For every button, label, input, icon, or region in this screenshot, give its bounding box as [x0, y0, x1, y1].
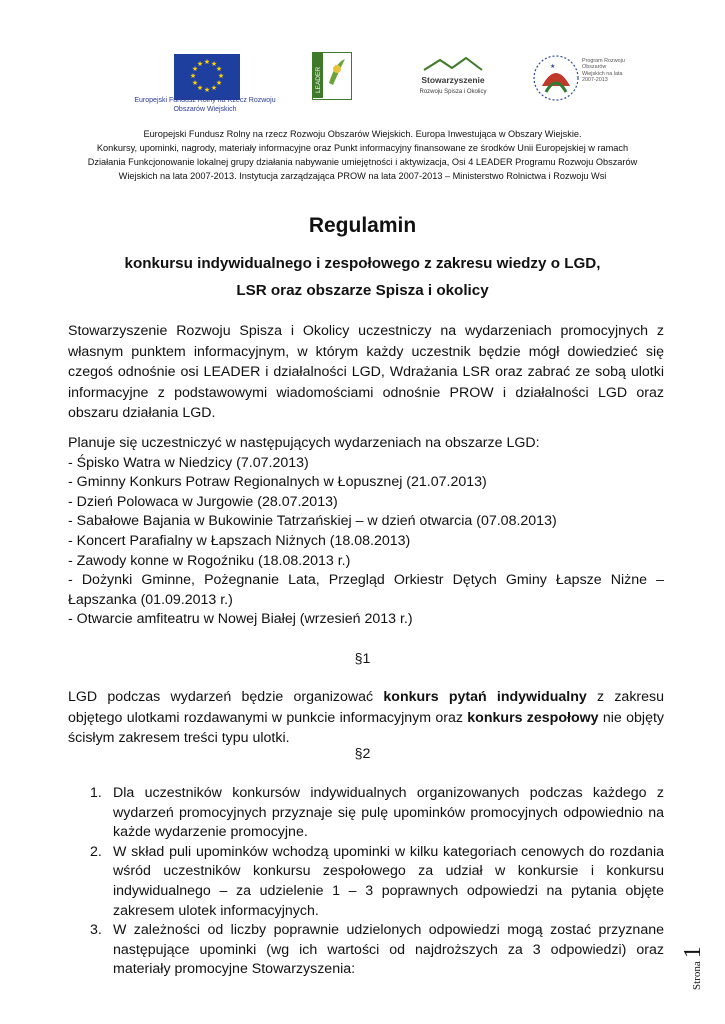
svg-text:★: ★ [203, 86, 211, 94]
section-1-paragraph [68, 687, 664, 749]
header-line: Wiejskich na lata 2007-2013. Instytucja zarządzająca PROW na lata 2007-2013 – Ministerstwo Rolnictwa i Rozwoju Wsi [118, 171, 607, 181]
page-number-footer [680, 946, 707, 990]
svg-text:★: ★ [196, 84, 204, 92]
list-number: 3. [90, 922, 102, 939]
document-title: Regulamin [308, 214, 417, 237]
event-item: - Dożynki Gminne, Pożegnanie Lata, Przegląd Orkiestr Dętych Gminy Łapsze Niżne – Łapszanka (01.09.2013 r.) [68, 572, 664, 608]
logo-bar [130, 52, 650, 122]
subtitle-line: LSR oraz obszarze Spisza i okolicy [236, 282, 489, 299]
list-text: W zależności od liczby poprawnie udzielonych odpowiedzi mogą zostać przyznane następujące upominki (wg ich wartości od najdroższych za 3 odpowiedzi) oraz materiały promocyjne Stowarzyszenia: [113, 922, 664, 978]
header-line: Europejski Fundusz Rolny na rzecz Rozwoju Obszarów Wiejskich. Europa Inwestująca w Obszary Wiejskie. [143, 129, 582, 139]
funding-header [60, 127, 665, 183]
list-item [90, 843, 664, 921]
svg-text:★: ★ [210, 60, 218, 68]
section-1-bold: konkurs zespołowy [467, 709, 599, 726]
svg-text:★: ★ [215, 79, 223, 87]
event-item: - Otwarcie amfiteatru w Nowej Białej (wrzesień 2013 r.) [68, 611, 413, 628]
events-heading: Planuje się uczestniczyć w następujących wydarzeniach na obszarze LGD: [68, 435, 540, 451]
svg-text:★: ★ [196, 60, 204, 68]
stowarzyszenie-logo [416, 56, 490, 98]
leader-logo [312, 52, 352, 100]
header-line: Konkursy, upominki, nagrody, materiały informacyjne oraz Punkt informacyjny finansowane ze środków Unii Europejskiej w ramach [96, 143, 629, 153]
section-2-mark: §2 [354, 746, 371, 762]
event-item: - Sabałowe Bajania w Bukowinie Tatrzańskiej – w dzień otwarcia (07.08.2013) [68, 513, 557, 530]
section-1-text: nie objęty ścisłym zakresem treści typu ulotki. [68, 709, 664, 746]
eu-caption: Europejski Fundusz Rolny na Rzecz Rozwoju Obszarów Wiejskich [134, 97, 276, 113]
event-item: - Koncert Parafialny w Łapszach Niżnych (18.08.2013) [68, 532, 411, 549]
intro-paragraph: Stowarzyszenie Rozwoju Spisza i Okolicy uczestniczy na wydarzeniach promocyjnych z własnym punktem informacyjnym, w którym każdy uczestnik będzie mógł dowiedzieć się czegoś odnośnie osi LEADER i działalności LGD, Wdrażania LSR oraz zabrać ze sobą ulotki informacyjne z podstawowymi wiadomościami odnośnie PROW i działalności LGD oraz obszaru działania LGD. [68, 323, 664, 421]
list-number: 2. [90, 843, 102, 860]
event-item: - Gminny Konkurs Potraw Regionalnych w Łopusznej (21.07.2013) [68, 474, 487, 491]
subtitle-line: konkursu indywidualnego i zespołowego z zakresu wiedzy o LGD, [124, 255, 601, 272]
svg-text:★: ★ [210, 84, 218, 92]
header-line: Działania Funkcjonowanie lokalnej grupy działania nabywanie umiejętności i aktywizacja, Osi 4 LEADER Programu Rozwoju Obszarów [87, 157, 638, 167]
page-number: 1 [680, 946, 706, 959]
svg-text:★: ★ [550, 64, 556, 70]
stow-line2: Rozwoju Spisza i Okolicy [419, 89, 487, 95]
event-item: - Dzień Polowaca w Jurgowie (28.07.2013) [68, 493, 338, 510]
events-list [68, 434, 664, 630]
section-2-list [90, 784, 664, 980]
list-item [90, 784, 664, 843]
svg-text:★: ★ [217, 72, 225, 80]
svg-text:★: ★ [215, 65, 223, 73]
section-1-text: LGD podczas wydarzeń będzie organizować [68, 689, 384, 705]
svg-text:★: ★ [191, 79, 199, 87]
eu-flag-icon [174, 54, 240, 100]
list-number: 1. [90, 785, 102, 801]
section-1-bold: konkurs pytań indywidualny [383, 689, 587, 705]
section-1-text: z zakresu objętego ulotkami rozdawanymi w punkcie informacyjnym oraz [68, 689, 665, 726]
list-item [90, 921, 664, 980]
svg-text:★: ★ [203, 58, 211, 66]
prow-logo [530, 52, 628, 104]
list-text: W skład puli upominków wchodzą upominki w kilku kategoriach cenowych do rozdania wśród uczestników konkursu zespołowego za udział w konkursie i konkursu indywidualnego – za udzielenie 1 – 3 poprawnych odpowiedzi na pytania objęte zakresem ulotek informacyjnych. [113, 843, 664, 919]
document-subtitle [60, 250, 665, 304]
svg-text:★: ★ [189, 72, 197, 80]
prow-text: Program Rozwoju Obszarów Wiejskich na lata 2007-2013 [582, 58, 625, 84]
leader-text: LEADER [315, 66, 322, 93]
event-item: - Śpisko Watra w Niedzicy (7.07.2013) [68, 454, 309, 471]
page-label: Strona [691, 961, 703, 990]
svg-text:★: ★ [191, 65, 199, 73]
list-text: Dla uczestników konkursów indywidualnych organizowanych podczas każdego z wydarzeń promocyjnych przyznaje się pulę upominków promocyjnych odpowiednio na każde wydarzenie promocyjne. [113, 785, 664, 841]
event-item: - Zawody konne w Rogoźniku (18.08.2013 r.) [68, 552, 351, 569]
stow-line1: Stowarzyszenie [421, 75, 485, 85]
section-1-mark: §1 [354, 651, 371, 667]
